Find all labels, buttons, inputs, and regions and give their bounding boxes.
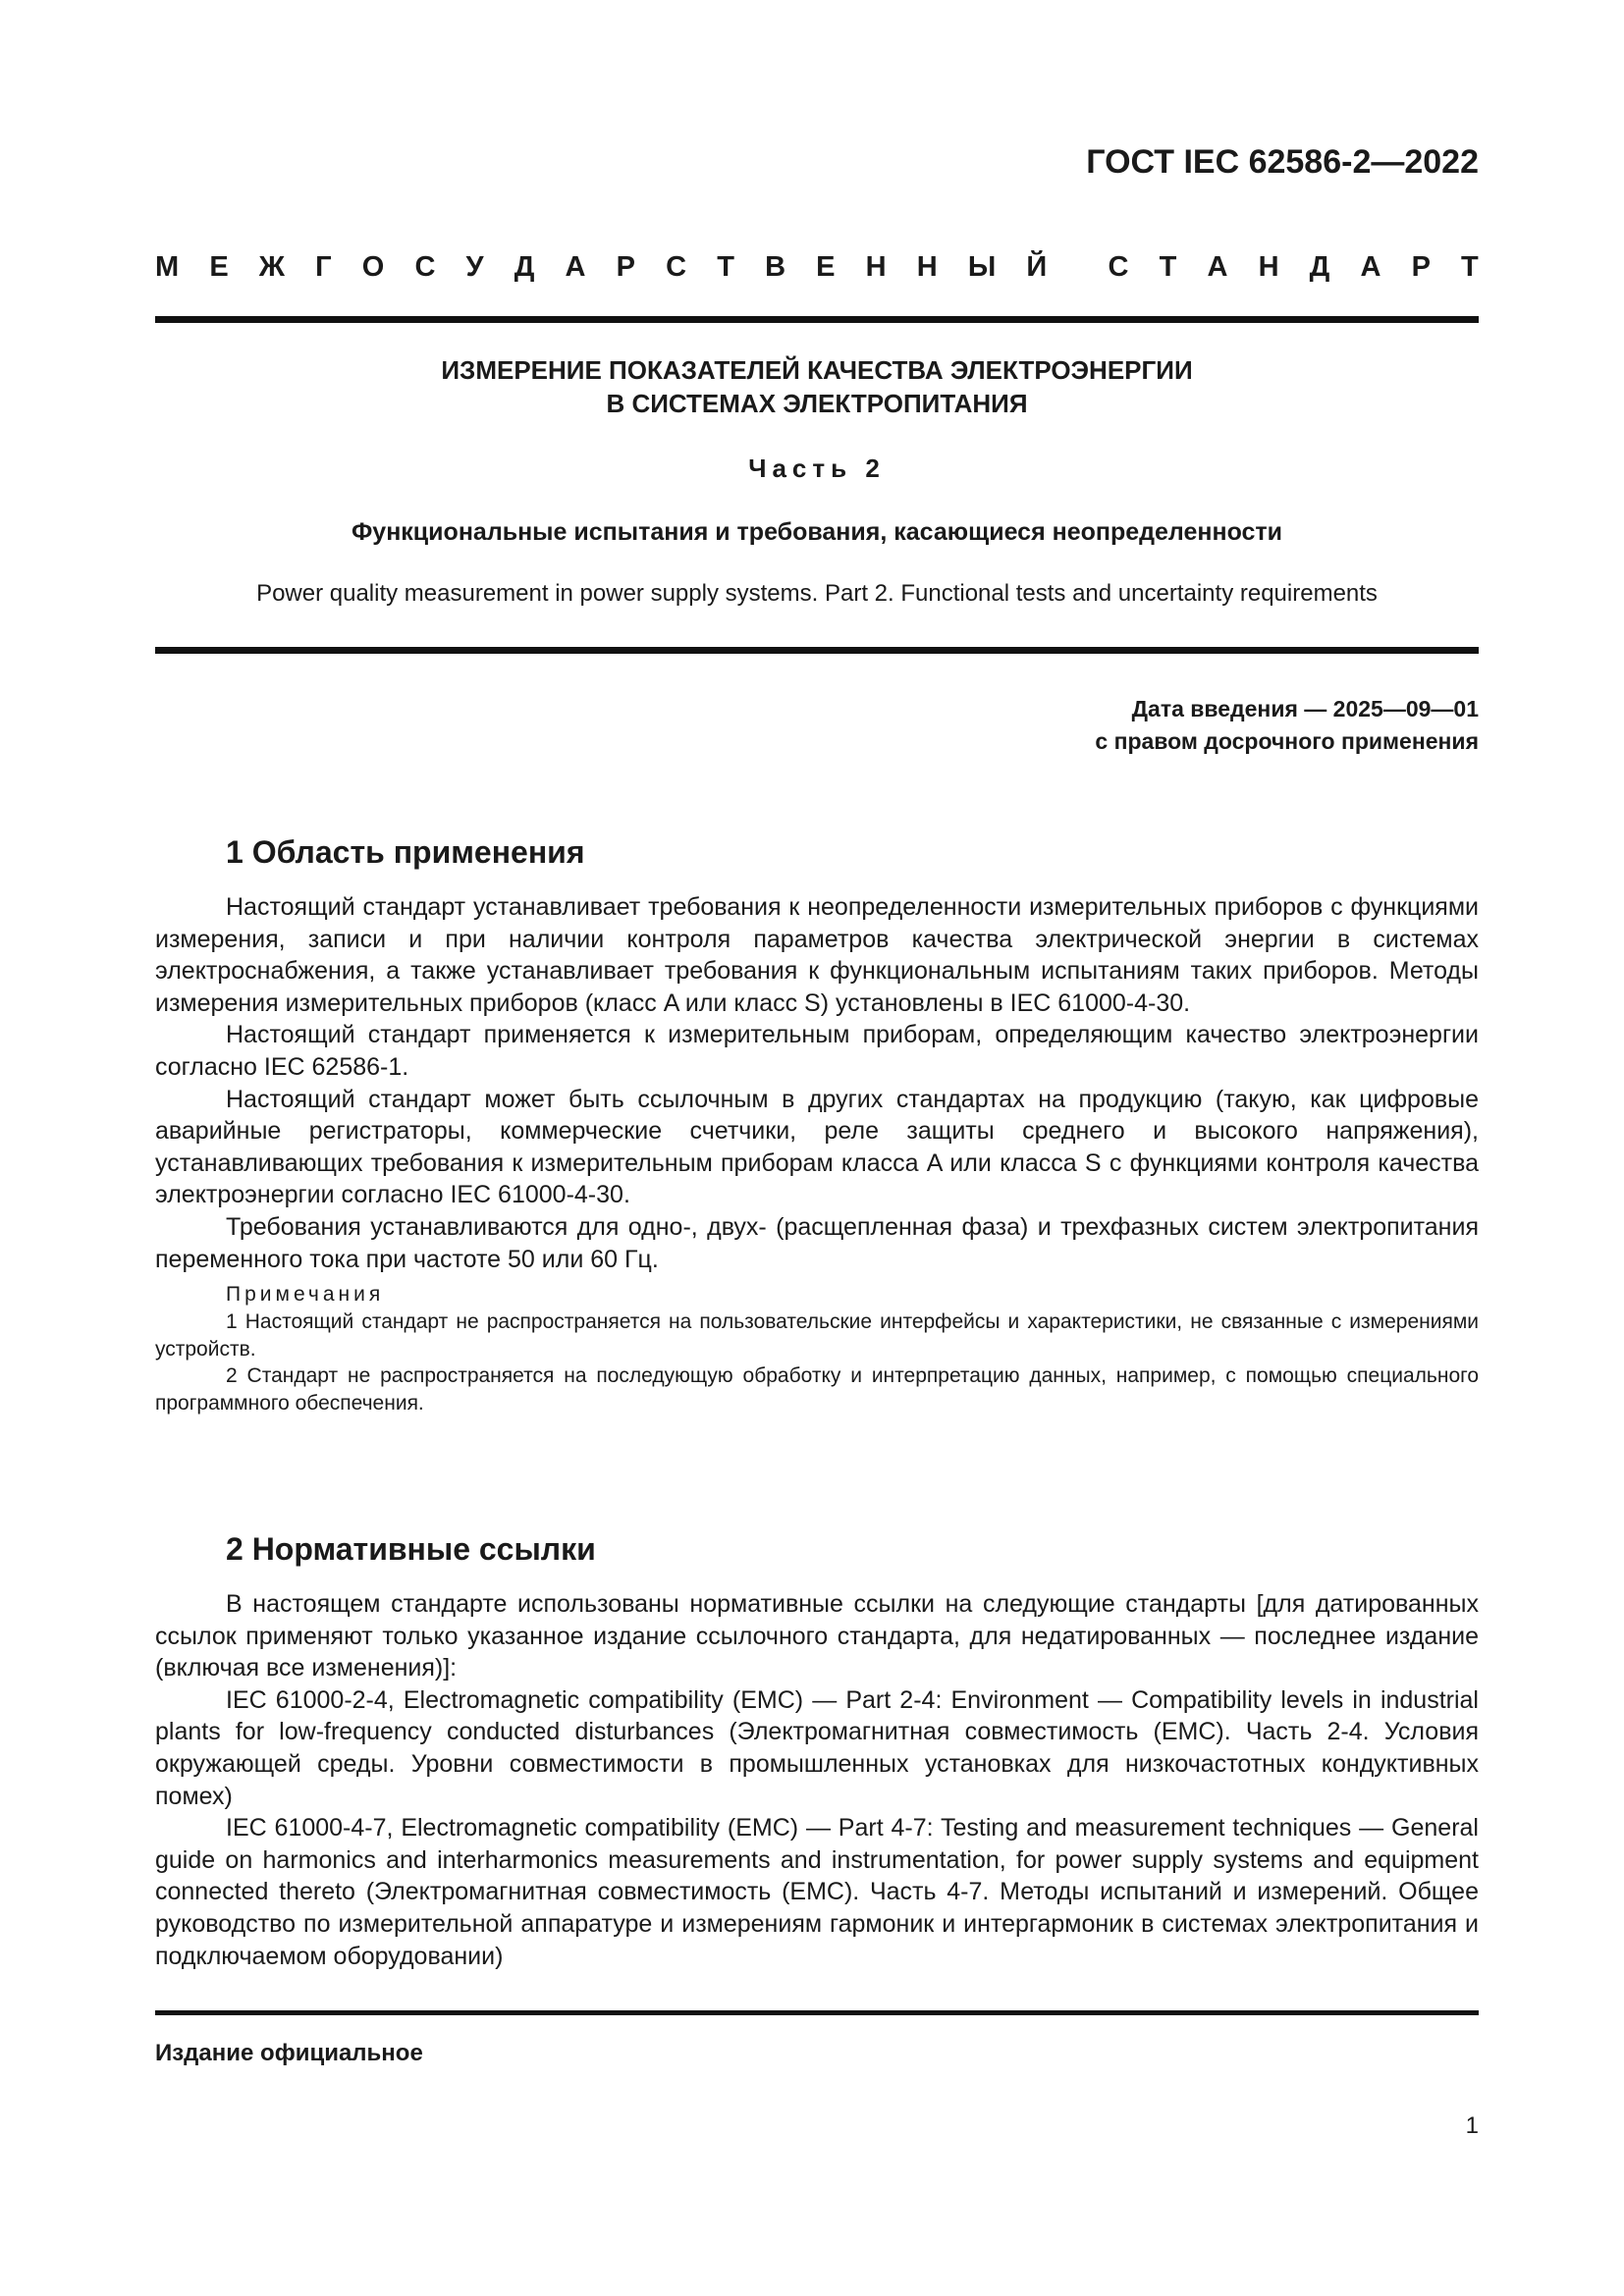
standard-kind-letter: Ж bbox=[258, 251, 286, 283]
standard-kind-letter: Е bbox=[209, 251, 229, 283]
standard-kind-letter: Р bbox=[1411, 251, 1431, 283]
standard-kind-letter: Т bbox=[1461, 251, 1479, 283]
standard-kind-letter: Н bbox=[916, 251, 938, 283]
standard-kind-letter: А bbox=[1207, 251, 1228, 283]
footer-divider bbox=[155, 2010, 1479, 2015]
standard-kind-letter: Н bbox=[865, 251, 887, 283]
note: 1 Настоящий стандарт не распространяется на пользовательские интерфейсы и характеристики, не связанные с измерениями устройств. bbox=[155, 1310, 1479, 1361]
standard-kind-letter: Т bbox=[1159, 251, 1177, 283]
section-2-heading: 2 Нормативные ссылки bbox=[226, 1531, 596, 1567]
standard-kind-letter: Д bbox=[514, 251, 535, 283]
paragraph: Требования устанавливаются для одно-, двух- (расщепленная фаза) и трехфазных систем электропитания переменного тока при частоте 50 или 60 Гц. bbox=[155, 1212, 1479, 1273]
standard-kind-letter: Р bbox=[616, 251, 635, 283]
paragraph: Настоящий стандарт устанавливает требования к неопределенности измерительных приборов с функциями измерения, записи и при наличии контроля параметров качества электрической энергии в системах электроснабжения, а также устанавливает требования к функциональным испытаниям таких приборов. Методы измерения измерительных приборов (класс A или класс S) установлены в IEC 61000-4-30. bbox=[155, 893, 1479, 1017]
section-2-body bbox=[155, 1588, 1479, 1972]
paragraph: IEC 61000-4-7, Electromagnetic compatibility (EMC) — Part 4-7: Testing and measurement techniques — General guide on harmonics and interharmonics measurements and instrumentation, for power supply systems and equipment connected thereto (Электромагнитная совместимость (EMC). Часть 4-7. Методы испытаний и измерений. Общее руководство по измерительной аппаратуре и измерениям гармоник и интергармоник в системах электропитания и подключаемом оборудовании) bbox=[155, 1814, 1479, 1970]
title-ru-line-1: ИЗМЕРЕНИЕ ПОКАЗАТЕЛЕЙ КАЧЕСТВА ЭЛЕКТРОЭНЕРГИИ bbox=[441, 355, 1193, 385]
standard-kind-letter: А bbox=[565, 251, 586, 283]
paragraph: Настоящий стандарт применяется к измерительным приборам, определяющим качество электроэнергии согласно IEC 62586-1. bbox=[155, 1021, 1479, 1081]
standard-kind-letter: С bbox=[1108, 251, 1129, 283]
edition-label: Издание официальное bbox=[155, 2040, 423, 2066]
standard-kind-letter: О bbox=[361, 251, 385, 283]
standard-kind-letter: В bbox=[765, 251, 786, 283]
title-ru bbox=[155, 353, 1479, 420]
section-1-body bbox=[155, 891, 1479, 1416]
notes-title: Примечания bbox=[226, 1283, 385, 1307]
paragraph: IEC 61000-2-4, Electromagnetic compatibility (EMC) — Part 2-4: Environment — Compatibility levels in industrial plants for low-frequency conducted disturbances (Электромагнитная совместимость (EMC). Часть 2-4. Условия окружающей среды. Уровни совместимости в промышленных установках для низкочастотных кондуктивных помех) bbox=[155, 1685, 1479, 1810]
standard-kind-heading bbox=[155, 251, 1479, 284]
standard-kind-letter: Е bbox=[816, 251, 836, 283]
standard-kind-letter: С bbox=[414, 251, 436, 283]
title-en: Power quality measurement in power supply systems. Part 2. Functional tests and uncertainty requirements bbox=[256, 580, 1378, 607]
title-ru-line-2: В СИСТЕМАХ ЭЛЕКТРОПИТАНИЯ bbox=[606, 389, 1028, 418]
standard-kind-letter: Д bbox=[1309, 251, 1330, 283]
standard-kind-letter: Н bbox=[1258, 251, 1279, 283]
title-divider bbox=[155, 647, 1479, 654]
standard-kind-letter: С bbox=[666, 251, 687, 283]
part-label: Часть 2 bbox=[748, 454, 886, 483]
paragraph: В настоящем стандарте использованы нормативные ссылки на следующие стандарты [для датированных ссылок применяют только указанное издание ссылочного стандарта, для недатированных — последнее издание (включая все изменения)]: bbox=[155, 1590, 1479, 1682]
standard-kind-letter: Ы bbox=[967, 251, 997, 283]
standard-kind-letter: А bbox=[1360, 251, 1381, 283]
standard-kind-letter: Г bbox=[315, 251, 332, 283]
early-application-note: с правом досрочного применения bbox=[1095, 728, 1479, 754]
standard-kind-letter: Й bbox=[1026, 251, 1048, 283]
introduction-date-block bbox=[1095, 693, 1479, 758]
paragraph: Настоящий стандарт может быть ссылочным в других стандартах на продукцию (такую, как цифровые аварийные регистраторы, коммерческие счетчики, реле защиты среднего и высокого напряжения), устанавливающих требования к измерительным приборам класса A или класса S с функциями контроля качества электроэнергии согласно IEC 61000-4-30. bbox=[155, 1085, 1479, 1209]
header-divider bbox=[155, 316, 1479, 323]
page-number: 1 bbox=[1465, 2112, 1479, 2139]
standard-number: ГОСТ IEC 62586-2—2022 bbox=[1086, 143, 1479, 181]
standard-kind-letter: Т bbox=[717, 251, 734, 283]
subtitle-ru: Функциональные испытания и требования, касающиеся неопределенности bbox=[351, 518, 1283, 546]
standard-kind-letter: У bbox=[465, 251, 484, 283]
introduction-date: Дата введения — 2025—09—01 bbox=[1131, 696, 1479, 721]
note: 2 Стандарт не распространяется на последующую обработку и интерпретацию данных, например, с помощью специального программного обеспечения. bbox=[155, 1364, 1479, 1415]
standard-kind-letter: М bbox=[155, 251, 180, 283]
section-1-heading: 1 Область применения bbox=[226, 834, 585, 870]
